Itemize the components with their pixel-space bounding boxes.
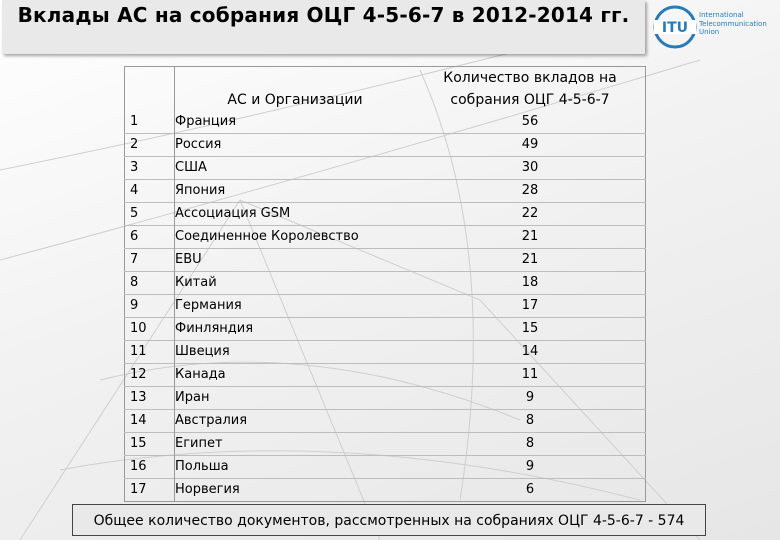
table-row xyxy=(125,157,646,180)
table-row xyxy=(125,203,646,226)
row-number: 16 xyxy=(125,456,175,479)
row-count: 22 xyxy=(415,203,646,226)
row-count: 21 xyxy=(415,249,646,272)
table-row xyxy=(125,134,646,157)
table-header-row xyxy=(125,67,646,112)
table-row xyxy=(125,364,646,387)
table-row xyxy=(125,180,646,203)
itu-globe-icon xyxy=(652,2,698,52)
table-row xyxy=(125,410,646,433)
row-number: 17 xyxy=(125,479,175,502)
row-organization: Финляндия xyxy=(175,318,416,341)
table-row xyxy=(125,456,646,479)
logo-caption xyxy=(699,11,767,37)
row-organization: Иран xyxy=(175,387,416,410)
row-number: 13 xyxy=(125,387,175,410)
table-row xyxy=(125,226,646,249)
total-text: Общее количество документов, рассмотренных на собраниях ОЦГ 4-5-6-7 - 574 xyxy=(93,513,685,529)
row-number: 7 xyxy=(125,249,175,272)
row-organization: Польша xyxy=(175,456,416,479)
row-count: 49 xyxy=(415,134,646,157)
header-count: Количество вкладов на собрания ОЦГ 4-5-6-7 xyxy=(443,70,617,108)
row-organization: Япония xyxy=(175,180,416,203)
row-number: 5 xyxy=(125,203,175,226)
row-number: 1 xyxy=(125,111,175,134)
row-count: 21 xyxy=(415,226,646,249)
row-organization: Германия xyxy=(175,295,416,318)
row-count: 17 xyxy=(415,295,646,318)
row-number: 10 xyxy=(125,318,175,341)
header-org: АС и Организации xyxy=(227,92,363,108)
row-count: 11 xyxy=(415,364,646,387)
table-body xyxy=(125,111,646,502)
table-row xyxy=(125,272,646,295)
row-count: 28 xyxy=(415,180,646,203)
row-number: 9 xyxy=(125,295,175,318)
row-count: 6 xyxy=(415,479,646,502)
title-box xyxy=(2,0,645,54)
row-count: 8 xyxy=(415,433,646,456)
row-count: 56 xyxy=(521,114,539,129)
row-organization: Египет xyxy=(175,433,416,456)
table-row xyxy=(125,318,646,341)
row-count: 30 xyxy=(415,157,646,180)
row-organization: EBU xyxy=(175,249,416,272)
row-count: 14 xyxy=(415,341,646,364)
row-organization: Канада xyxy=(175,364,416,387)
row-organization: Австралия xyxy=(175,410,416,433)
row-count: 15 xyxy=(415,318,646,341)
contributions-table xyxy=(124,66,646,502)
itu-logo xyxy=(652,2,778,58)
row-organization: Ассоциация GSM xyxy=(175,203,416,226)
table-row xyxy=(125,433,646,456)
row-number: 15 xyxy=(125,433,175,456)
row-count: 18 xyxy=(415,272,646,295)
logo-line: Union xyxy=(699,28,720,36)
table-row xyxy=(125,111,646,134)
row-number: 6 xyxy=(125,226,175,249)
row-organization: Китай xyxy=(175,272,416,295)
page-title: Вклады АС на собрания ОЦГ 4-5-6-7 в 2012-2014 гг. xyxy=(17,3,630,27)
row-count: 9 xyxy=(415,387,646,410)
row-number: 12 xyxy=(125,364,175,387)
row-number: 4 xyxy=(125,180,175,203)
row-organization: Франция xyxy=(175,114,237,129)
header-num xyxy=(125,67,175,112)
total-summary xyxy=(72,504,706,536)
row-organization: Норвегия xyxy=(175,479,416,502)
row-organization: Соединенное Королевство xyxy=(175,226,416,249)
row-number: 11 xyxy=(125,341,175,364)
row-number: 3 xyxy=(125,157,175,180)
logo-mark: ITU xyxy=(661,20,689,36)
row-organization: США xyxy=(175,157,416,180)
row-count: 9 xyxy=(415,456,646,479)
row-number: 14 xyxy=(125,410,175,433)
row-count: 8 xyxy=(415,410,646,433)
table-row xyxy=(125,341,646,364)
row-number: 2 xyxy=(125,134,175,157)
table-row xyxy=(125,387,646,410)
logo-line: International xyxy=(699,11,744,19)
row-number: 8 xyxy=(125,272,175,295)
table-row xyxy=(125,479,646,502)
row-organization: Россия xyxy=(175,134,416,157)
table-row xyxy=(125,249,646,272)
logo-line: Telecommunication xyxy=(699,19,767,28)
row-organization: Швеция xyxy=(175,341,416,364)
table-row xyxy=(125,295,646,318)
